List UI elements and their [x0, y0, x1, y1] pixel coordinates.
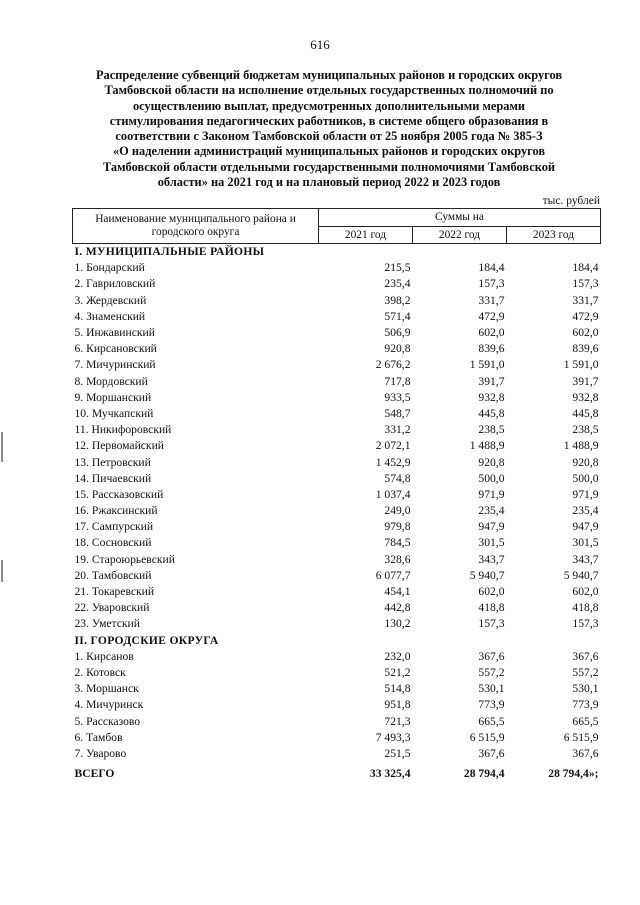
row-value-2023: 5 940,7 — [563, 568, 599, 582]
row-value-2023: 920,8 — [572, 455, 599, 469]
row-value-2022: 301,5 — [478, 536, 505, 550]
row-value-2023: 301,5 — [572, 536, 599, 550]
row-value-2022: 500,0 — [478, 471, 505, 485]
title-line: стимулирования педагогических работников, в системе общего образования в — [109, 113, 549, 128]
table-row — [73, 309, 601, 325]
row-value-2022: 557,2 — [478, 665, 505, 679]
row-name: 22. Уваровский — [74, 601, 150, 615]
row-name: 7. Мичуринский — [74, 358, 156, 372]
total-2022: 28 794,4 — [463, 767, 505, 781]
row-value-2022: 331,7 — [478, 293, 505, 307]
row-name: 3. Жердевский — [74, 293, 147, 307]
row-value-2021: 1 037,4 — [375, 487, 411, 501]
row-name: 11. Никифоровский — [74, 423, 172, 437]
table-row — [73, 293, 601, 309]
header-year-2022: 2022 год — [413, 227, 507, 244]
document-title — [70, 68, 588, 190]
row-name: 1. Бондарский — [74, 261, 145, 275]
table-row — [73, 568, 601, 584]
row-name: 12. Первомайский — [74, 439, 164, 453]
row-value-2022: 343,7 — [478, 552, 505, 566]
header-year-2021: 2021 год — [319, 227, 413, 244]
title-line: области» на 2021 год и на плановый период 2022 и 2023 годов — [157, 175, 501, 190]
total-label: ВСЕГО — [74, 767, 115, 781]
row-value-2022: 367,6 — [478, 746, 505, 760]
row-value-2023: 947,9 — [572, 520, 599, 534]
row-value-2021: 235,4 — [384, 277, 411, 291]
row-name: 14. Пичаевский — [74, 471, 152, 485]
row-name: 6. Кирсановский — [74, 342, 157, 356]
row-value-2023: 773,9 — [572, 698, 599, 712]
row-name: 6. Тамбов — [74, 730, 123, 744]
row-value-2023: 343,7 — [572, 552, 599, 566]
title-line: Тамбовской области на исполнение отдельных государственных полномочий по — [104, 83, 554, 98]
row-value-2021: 574,8 — [384, 471, 411, 485]
row-value-2022: 1 591,0 — [469, 358, 505, 372]
row-value-2022: 971,9 — [478, 487, 505, 501]
row-value-2023: 971,9 — [572, 487, 599, 501]
table-row — [73, 552, 601, 568]
section-title: I. МУНИЦИПАЛЬНЫЕ РАЙОНЫ — [74, 245, 265, 259]
row-value-2023: 238,5 — [572, 423, 599, 437]
row-value-2021: 2 676,2 — [375, 358, 411, 372]
row-value-2022: 367,6 — [478, 649, 505, 663]
row-value-2023: 530,1 — [572, 682, 599, 696]
table-row — [73, 357, 601, 373]
table-row — [73, 503, 601, 519]
row-value-2023: 1 488,9 — [563, 439, 599, 453]
row-value-2022: 6 515,9 — [469, 730, 505, 744]
page-number: 616 — [310, 37, 330, 52]
row-name: 1. Кирсанов — [74, 649, 134, 663]
row-value-2022: 445,8 — [478, 406, 505, 420]
row-value-2021: 251,5 — [384, 746, 411, 760]
title-line: Распределение субвенций бюджетам муниципальных районов и городских округов — [95, 68, 563, 82]
row-value-2021: 249,0 — [384, 504, 411, 518]
table-row — [73, 584, 601, 600]
table-row — [73, 746, 601, 762]
row-value-2022: 157,3 — [478, 617, 505, 631]
row-value-2022: 238,5 — [478, 423, 505, 437]
total-2021: 33 325,4 — [369, 767, 411, 781]
row-value-2021: 215,5 — [384, 261, 411, 275]
row-value-2022: 157,3 — [478, 277, 505, 291]
row-value-2022: 235,4 — [478, 504, 505, 518]
row-value-2021: 721,3 — [384, 714, 411, 728]
row-value-2021: 1 452,9 — [375, 455, 411, 469]
row-value-2022: 839,6 — [478, 342, 505, 356]
table-row — [73, 649, 601, 665]
row-name: 3. Моршанск — [74, 682, 139, 696]
row-value-2022: 773,9 — [478, 698, 505, 712]
total-row — [73, 762, 601, 782]
row-value-2023: 445,8 — [572, 406, 599, 420]
row-value-2021: 454,1 — [384, 585, 411, 599]
table-row — [73, 616, 601, 632]
row-value-2021: 979,8 — [384, 520, 411, 534]
units-label: тыс. рублей — [542, 195, 600, 207]
row-value-2023: 331,7 — [572, 293, 599, 307]
table-row — [73, 390, 601, 406]
row-value-2021: 2 072,1 — [375, 439, 411, 453]
title-line: Тамбовской области отдельными государственными полномочиями Тамбовской — [102, 159, 556, 174]
row-value-2022: 665,5 — [478, 714, 505, 728]
table-row — [73, 697, 601, 713]
row-value-2023: 665,5 — [572, 714, 599, 728]
row-value-2023: 839,6 — [572, 342, 599, 356]
section-heading — [73, 633, 601, 649]
row-value-2023: 157,3 — [572, 277, 599, 291]
row-value-2022: 5 940,7 — [469, 568, 505, 582]
row-value-2023: 500,0 — [572, 471, 599, 485]
row-value-2023: 367,6 — [572, 649, 599, 663]
row-value-2021: 6 077,7 — [375, 568, 411, 582]
row-value-2021: 784,5 — [384, 536, 411, 550]
row-value-2022: 932,8 — [478, 390, 505, 404]
row-value-2023: 472,9 — [572, 309, 599, 323]
table-row — [73, 730, 601, 746]
row-value-2021: 328,6 — [384, 552, 411, 566]
row-value-2021: 130,2 — [384, 617, 411, 631]
row-value-2023: 235,4 — [572, 504, 599, 518]
table-body — [73, 244, 601, 783]
section-heading — [73, 244, 601, 261]
row-value-2022: 391,7 — [478, 374, 505, 388]
row-value-2021: 521,2 — [384, 665, 411, 679]
table-row — [73, 438, 601, 454]
row-name: 4. Знаменский — [74, 309, 146, 323]
header-name-column: Наименование муниципального района и городского округа — [73, 209, 319, 244]
header-sums-group: Суммы на — [319, 209, 601, 227]
row-name: 17. Сампурский — [74, 520, 154, 534]
row-value-2023: 391,7 — [572, 374, 599, 388]
scan-margin-mark — [1, 432, 3, 462]
row-name: 20. Тамбовский — [74, 568, 152, 582]
row-value-2022: 947,9 — [478, 520, 505, 534]
row-value-2022: 530,1 — [478, 682, 505, 696]
row-value-2022: 418,8 — [478, 601, 505, 615]
row-value-2023: 184,4 — [572, 261, 599, 275]
row-value-2021: 548,7 — [384, 406, 411, 420]
row-value-2021: 920,8 — [384, 342, 411, 356]
row-name: 9. Моршанский — [74, 390, 152, 404]
total-2023: 28 794,4»; — [548, 767, 599, 781]
row-name: 10. Мучкапский — [74, 406, 154, 420]
row-value-2023: 6 515,9 — [563, 730, 599, 744]
row-value-2021: 506,9 — [384, 326, 411, 340]
row-value-2021: 717,8 — [384, 374, 411, 388]
row-name: 21. Токаревский — [74, 585, 155, 599]
row-value-2023: 602,0 — [572, 326, 599, 340]
row-name: 16. Ржаксинский — [74, 504, 158, 518]
table-row — [73, 713, 601, 729]
row-value-2021: 514,8 — [384, 682, 411, 696]
row-value-2023: 932,8 — [572, 390, 599, 404]
title-line: осуществлению выплат, предусмотренных дополнительными мерами — [132, 98, 526, 113]
row-name: 5. Рассказово — [74, 714, 141, 728]
row-value-2022: 920,8 — [478, 455, 505, 469]
row-value-2022: 602,0 — [478, 585, 505, 599]
table-row — [73, 487, 601, 503]
row-value-2021: 571,4 — [384, 309, 411, 323]
row-value-2023: 418,8 — [572, 601, 599, 615]
table-row — [73, 325, 601, 341]
row-value-2021: 442,8 — [384, 601, 411, 615]
row-value-2023: 602,0 — [572, 585, 599, 599]
scan-margin-mark — [1, 560, 3, 582]
title-line: «О наделении администраций муниципальных районов и городских округов — [112, 144, 546, 159]
row-name: 23. Уметский — [74, 617, 140, 631]
table-header — [73, 209, 601, 244]
row-value-2021: 933,5 — [384, 390, 411, 404]
row-value-2022: 1 488,9 — [469, 439, 505, 453]
row-value-2023: 367,6 — [572, 746, 599, 760]
table-row — [73, 341, 601, 357]
table-row — [73, 422, 601, 438]
table-row — [73, 665, 601, 681]
section-title: II. ГОРОДСКИЕ ОКРУГА — [74, 633, 219, 647]
row-value-2022: 184,4 — [478, 261, 505, 275]
row-value-2021: 398,2 — [384, 293, 411, 307]
table-row — [73, 471, 601, 487]
table-row — [73, 276, 601, 292]
table-row — [73, 535, 601, 551]
row-value-2022: 472,9 — [478, 309, 505, 323]
row-name: 5. Инжавинский — [74, 326, 155, 340]
row-value-2023: 157,3 — [572, 617, 599, 631]
row-name: 2. Гавриловский — [74, 277, 156, 291]
row-value-2021: 951,8 — [384, 698, 411, 712]
row-name: 19. Староюрьевский — [74, 552, 175, 566]
table-row — [73, 519, 601, 535]
table-row — [73, 406, 601, 422]
table-row — [73, 600, 601, 616]
table-row — [73, 374, 601, 390]
row-name: 18. Сосновский — [74, 536, 152, 550]
table-row — [73, 454, 601, 470]
subsidy-table — [72, 208, 601, 782]
row-value-2021: 7 493,3 — [375, 730, 411, 744]
title-line: соответствии с Законом Тамбовской области от 25 ноября 2005 года № 385-З — [115, 129, 543, 144]
row-value-2021: 232,0 — [384, 649, 411, 663]
row-value-2022: 602,0 — [478, 326, 505, 340]
table-row — [73, 260, 601, 276]
row-name: 8. Мордовский — [74, 374, 148, 388]
row-name: 2. Котовск — [74, 665, 126, 679]
row-value-2023: 1 591,0 — [563, 358, 599, 372]
row-value-2021: 331,2 — [384, 423, 411, 437]
row-name: 13. Петровский — [74, 455, 151, 469]
row-name: 4. Мичуринск — [74, 698, 144, 712]
table-row — [73, 681, 601, 697]
header-year-2023: 2023 год — [507, 227, 601, 244]
row-value-2023: 557,2 — [572, 665, 599, 679]
row-name: 15. Рассказовский — [74, 487, 164, 501]
row-name: 7. Уварово — [74, 746, 127, 760]
